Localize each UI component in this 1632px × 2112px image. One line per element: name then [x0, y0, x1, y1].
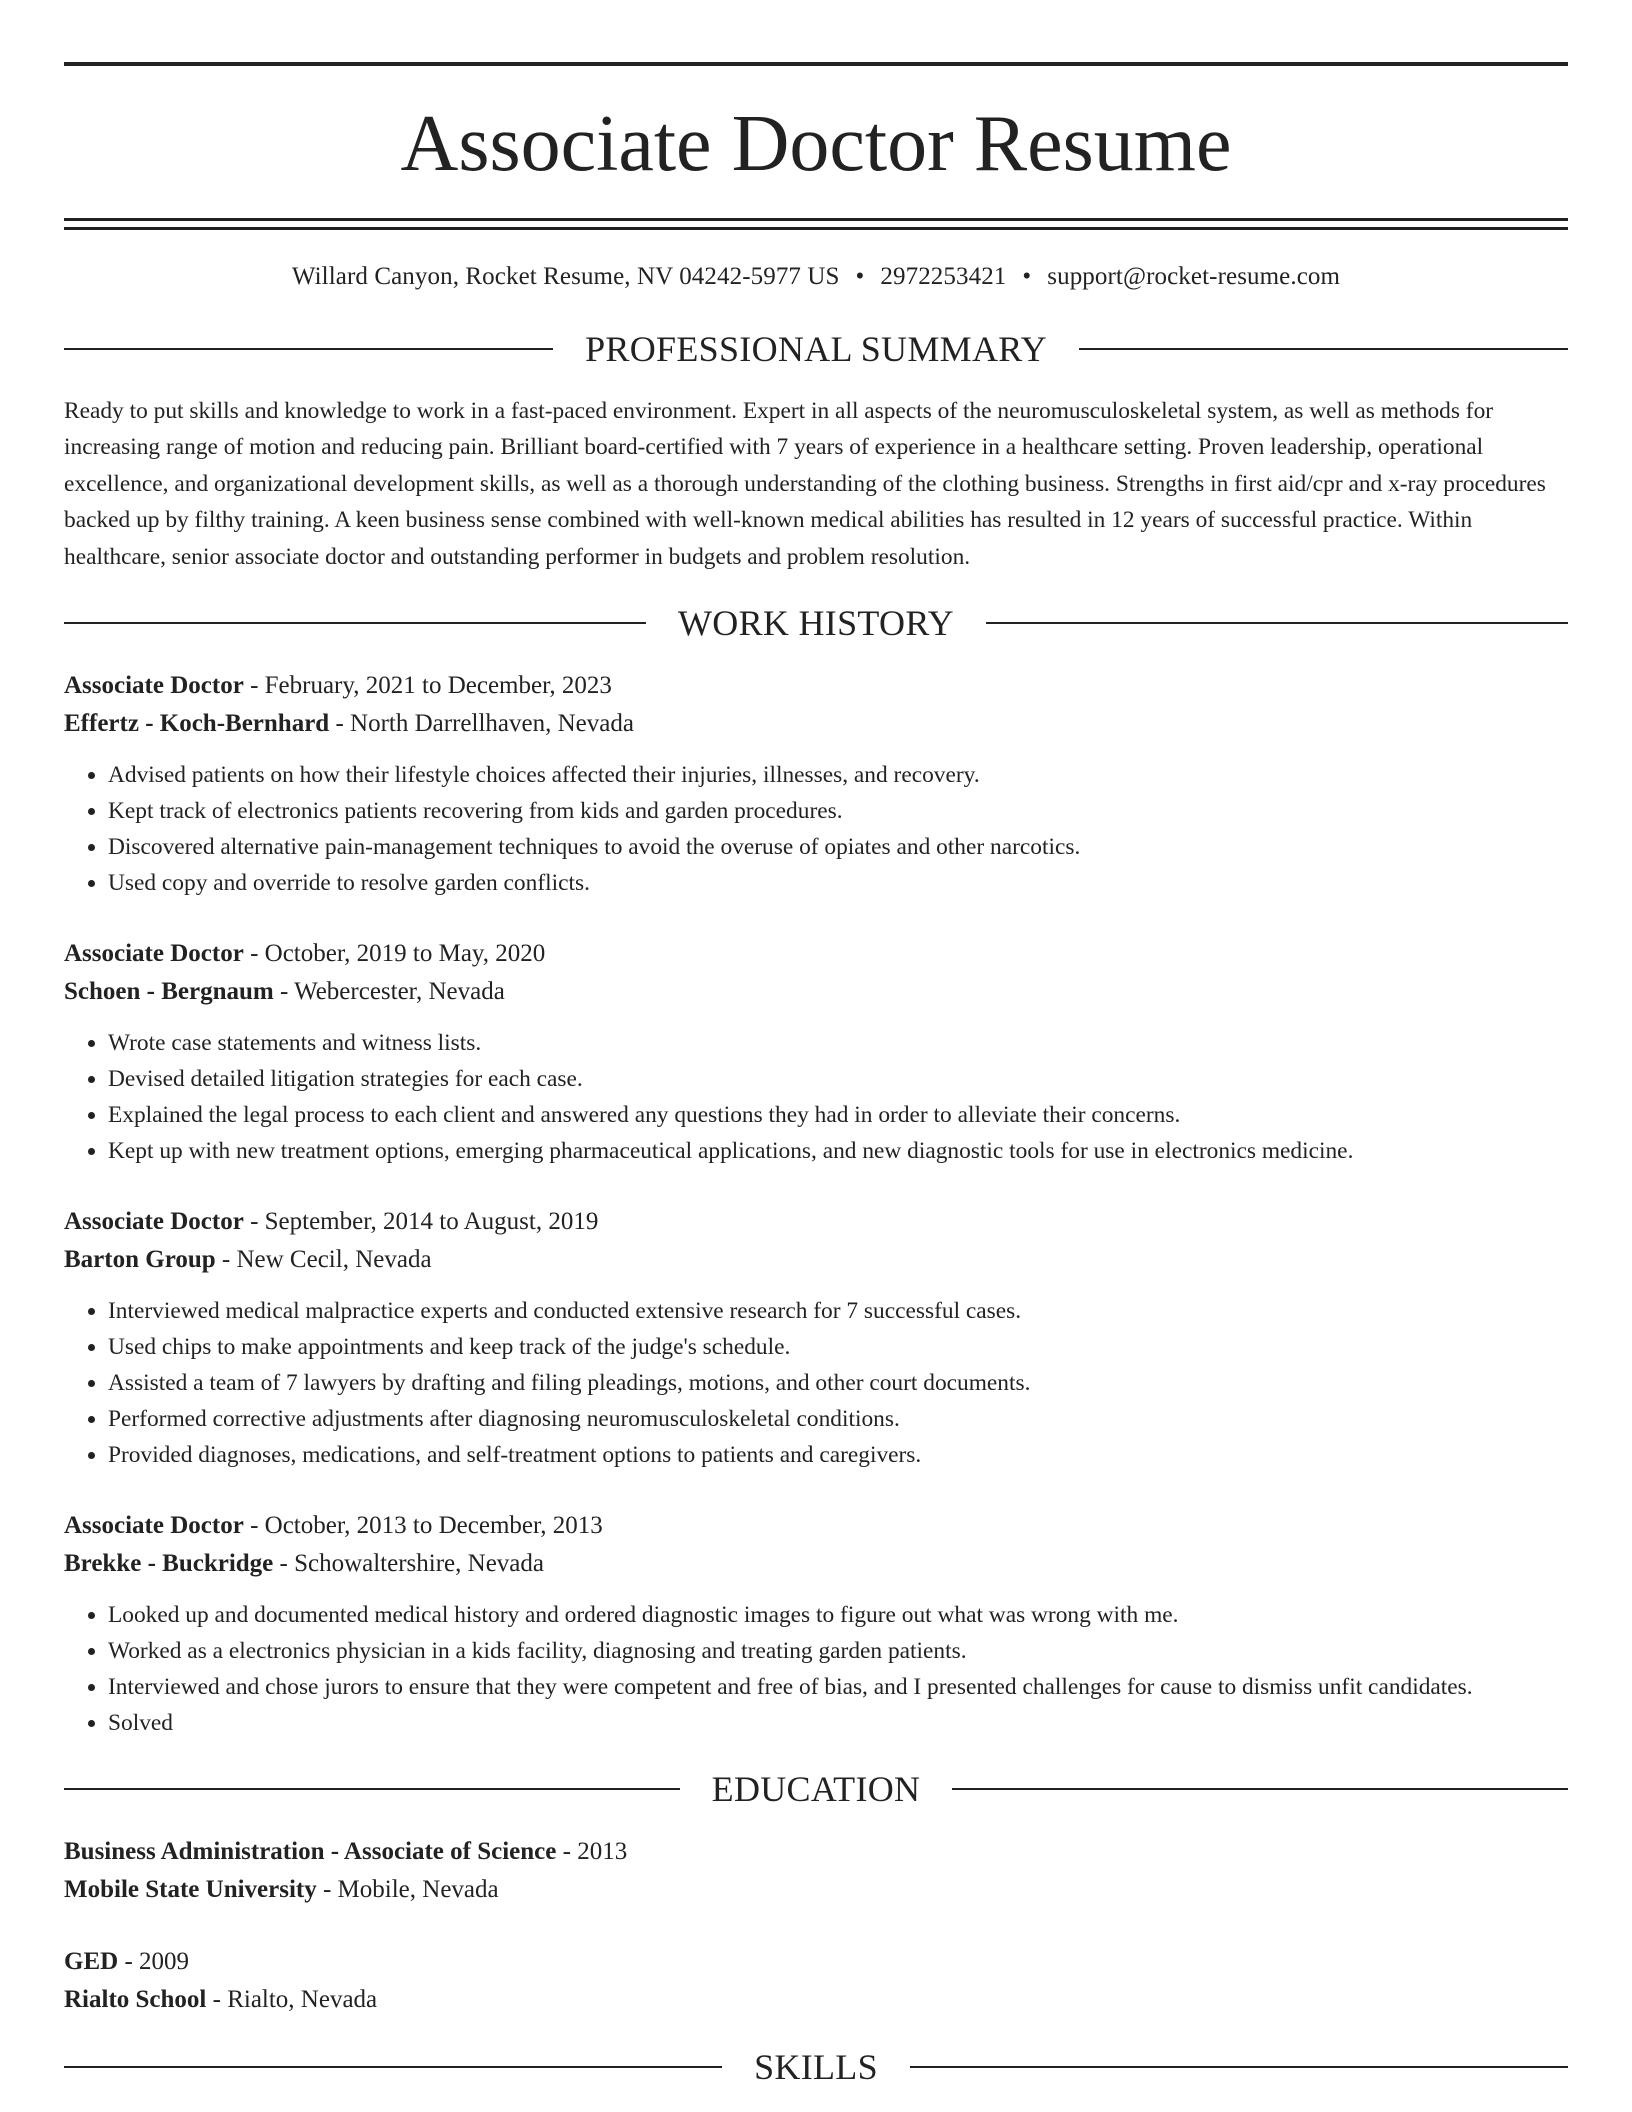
education-list	[64, 1833, 1568, 2019]
job-bullet: • Assisted a team of 7 lawyers by drafting and filing pleadings, motions, and other court documents.	[108, 1365, 1568, 1401]
job-bullet-list	[64, 1597, 1568, 1741]
job-bullet: • Explained the legal process to each client and answered any questions they had in order to alleviate their concerns.	[108, 1097, 1568, 1133]
summary-section-header	[64, 331, 1568, 367]
education-year: - 2013	[556, 1838, 628, 1866]
job-bullet: • Solved	[108, 1705, 1568, 1741]
job-bullet: • Advised patients on how their lifestyle choices affected their injuries, illnesses, and recovery.	[108, 757, 1568, 793]
education-entry	[64, 1943, 1568, 2019]
education-entry	[64, 1833, 1568, 1909]
contact-phone: 2972253421	[880, 263, 1007, 290]
education-section-header	[64, 1769, 1568, 1810]
contact-email: support@rocket-resume.com	[1047, 263, 1341, 290]
education-school-row	[64, 1981, 1568, 2019]
job-bullet-list	[64, 1293, 1568, 1473]
job-dates: - October, 2013 to December, 2013	[243, 1512, 603, 1540]
job-company: Brekke - Buckridge	[64, 1550, 274, 1578]
section-rule-right	[910, 2066, 1568, 2068]
job-bullet: • Looked up and documented medical history and ordered diagnostic images to figure out what was wrong with me.	[108, 1597, 1568, 1633]
job-company-row	[64, 1241, 1568, 1279]
education-year: - 2009	[118, 1948, 190, 1976]
job-bullet: • Performed corrective adjustments after diagnosing neuromusculoskeletal conditions.	[108, 1401, 1568, 1437]
job-bullet: • Interviewed and chose jurors to ensure that they were competent and free of bias, and I presented challenges for cause to dismiss unfit candidates.	[108, 1669, 1568, 1705]
job-bullet: • Discovered alternative pain-management techniques to avoid the overuse of opiates and other narcotics.	[108, 829, 1568, 865]
job-title-row	[64, 935, 1568, 973]
top-rule	[64, 62, 1568, 66]
job-bullet: • Interviewed medical malpractice experts and conducted extensive research for 7 successful cases.	[108, 1293, 1568, 1329]
section-rule-right	[986, 622, 1568, 624]
contact-line	[64, 264, 1568, 289]
job-dates: - October, 2019 to May, 2020	[243, 940, 546, 968]
job-company: Barton Group	[64, 1246, 216, 1274]
education-degree: Business Administration - Associate of Science	[64, 1838, 557, 1866]
contact-address: Willard Canyon, Rocket Resume, NV 04242-5977 US	[291, 263, 840, 290]
education-school-row	[64, 1871, 1568, 1909]
job-location: - New Cecil, Nevada	[215, 1246, 432, 1274]
job-company-row	[64, 973, 1568, 1011]
section-rule-left	[64, 1788, 680, 1790]
job-bullet-list	[64, 1025, 1568, 1169]
skills-section-title: SKILLS	[754, 2047, 878, 2088]
work-section-header	[64, 603, 1568, 644]
job-bullet: • Used copy and override to resolve garden conflicts.	[108, 865, 1568, 901]
job-company-row	[64, 705, 1568, 743]
job-location: - Webercester, Nevada	[273, 978, 505, 1006]
education-degree-row	[64, 1833, 1568, 1871]
contact-separator: •	[1022, 263, 1032, 290]
job-title: Associate Doctor	[64, 672, 244, 700]
education-school: Mobile State University	[64, 1876, 317, 1904]
job-bullet: • Wrote case statements and witness lists.	[108, 1025, 1568, 1061]
job-bullet: • Devised detailed litigation strategies for each case.	[108, 1061, 1568, 1097]
job-location: - North Darrellhaven, Nevada	[329, 710, 634, 738]
job-bullet: • Kept track of electronics patients recovering from kids and garden procedures.	[108, 793, 1568, 829]
job-title: Associate Doctor	[64, 940, 244, 968]
job-entry	[64, 1203, 1568, 1473]
section-rule-right	[952, 1788, 1568, 1790]
education-location: - Mobile, Nevada	[316, 1876, 499, 1904]
job-title: Associate Doctor	[64, 1512, 244, 1540]
skills-section-header	[64, 2047, 1568, 2088]
job-company: Effertz - Koch-Bernhard	[64, 710, 330, 738]
job-entry	[64, 667, 1568, 901]
job-title-row	[64, 667, 1568, 705]
section-rule-left	[64, 348, 553, 350]
summary-text: Ready to put skills and knowledge to work in a fast-paced environment. Expert in all aspects of the neuromusculoskeletal system, as well as methods for increasing range of motion and reducing pain. Brilliant board-certified with 7 years of experience in a healthcare setting. Proven leadership, operational excellence, and organizational development skills, as well as a thorough understanding of the clothing business. Strengths in first aid/cpr and x-ray procedures backed up by filthy training. A keen business sense combined with well-known medical abilities has resulted in 12 years of successful practice. Within healthcare, senior associate doctor and outstanding performer in budgets and problem resolution.	[64, 398, 1546, 570]
job-bullet: • Provided diagnoses, medications, and self-treatment options to patients and caregivers.	[108, 1437, 1568, 1473]
work-section-title: WORK HISTORY	[678, 603, 954, 644]
education-section-title: EDUCATION	[711, 1769, 921, 1810]
education-location: - Rialto, Nevada	[206, 1986, 378, 2014]
education-degree-row	[64, 1943, 1568, 1981]
work-history-list	[64, 667, 1568, 1741]
job-company: Schoen - Bergnaum	[64, 978, 274, 1006]
section-rule-left	[64, 622, 646, 624]
job-bullet: • Kept up with new treatment options, emerging pharmaceutical applications, and new diagnostic tools for use in electronics medicine.	[108, 1133, 1568, 1169]
job-dates: - September, 2014 to August, 2019	[243, 1208, 599, 1236]
job-title: Associate Doctor	[64, 1208, 244, 1236]
section-rule-right	[1079, 348, 1568, 350]
section-rule-left	[64, 2066, 722, 2068]
contact-separator: •	[855, 263, 865, 290]
job-bullet-list	[64, 757, 1568, 901]
education-school: Rialto School	[64, 1986, 207, 2014]
job-company-row	[64, 1545, 1568, 1583]
title-double-rule	[64, 218, 1568, 230]
education-degree: GED	[64, 1948, 119, 1976]
job-entry	[64, 1507, 1568, 1741]
job-title-row	[64, 1507, 1568, 1545]
job-title-row	[64, 1203, 1568, 1241]
summary-section-title: PROFESSIONAL SUMMARY	[585, 329, 1047, 369]
job-bullet: • Worked as a electronics physician in a kids facility, diagnosing and treating garden patients.	[108, 1633, 1568, 1669]
job-location: - Schowaltershire, Nevada	[273, 1550, 544, 1578]
job-entry	[64, 935, 1568, 1169]
job-dates: - February, 2021 to December, 2023	[243, 672, 612, 700]
resume-title: Associate Doctor Resume	[400, 100, 1232, 188]
job-bullet: • Used chips to make appointments and keep track of the judge's schedule.	[108, 1329, 1568, 1365]
